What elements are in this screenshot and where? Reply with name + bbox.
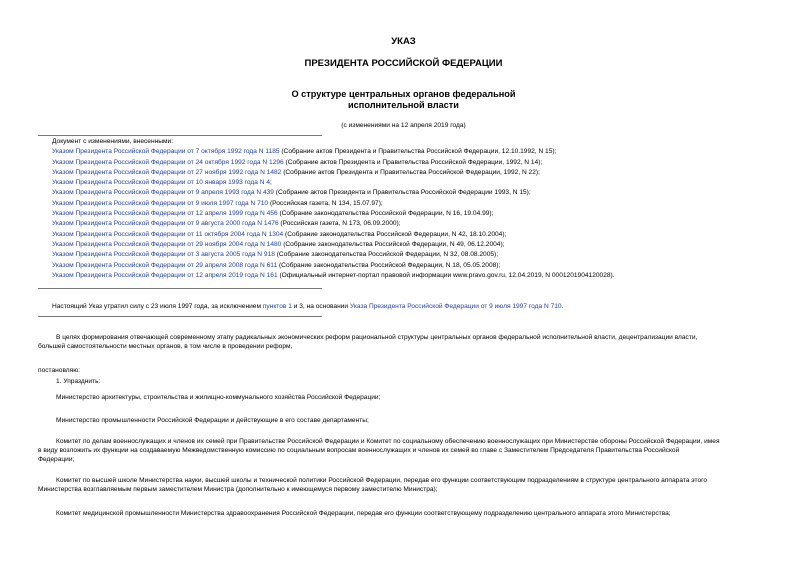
divider [38,288,322,289]
preamble-line: В целях формирования отвечающей современному этапу радикальных экономических реформ рациональной структуры центральных органов федеральной исполнительной власти, децентрализации власти, [56,334,698,341]
amendment-source: (Официальный интернет-портал правовой информации www.pravo.gov.ru, 12.04.2019, N 0001201904120028). [277,271,615,279]
amendment-source: (Российская газета, N 173, 06.09.2000); [278,220,401,228]
amendment-source: (Собрание актов Президента и Правительства Российской Федерации, 12.10.1992, N 15); [279,148,557,156]
abolished-item: Комитет медицинской промышленности Министерства здравоохранения Российской Федерации, передав его функции соответствующему подразделению центрального аппарата этого Министерства; [56,510,671,517]
amendment-item [52,147,772,157]
subject-line-1: О структуре центральных органов федеральной [291,89,516,99]
point-1: 1. Упразднить: [56,378,101,385]
amendment-link[interactable]: Указом Президента Российской Федерации от 27 ноября 1992 года N 1482 [52,168,282,176]
amendment-item [52,158,772,168]
expiry-text: Настоящий Указ утратил силу с 23 июля 1997 года, за исключением [52,303,263,310]
amendment-item [52,230,772,240]
expiry-link-decree[interactable]: Указа Президента Российской Федерации от 9 июля 1997 года N 710 [349,303,562,310]
amendments-intro: Документ с изменениями, внесенными: [52,138,174,145]
amendment-item [52,188,772,198]
amendment-link[interactable]: Указом Президента Российской Федерации от 24 октября 1992 года N 1296 [52,158,284,166]
abolished-item: Министерство промышленности Российской Федерации и действующие в его составе департаменты; [56,417,369,424]
amendment-source: (Российская газета, N 134, 15.07.97); [268,199,383,207]
amendment-link[interactable]: Указом Президента Российской Федерации от 10 января 1993 года N 4 [52,179,270,187]
amendment-link[interactable]: Указом Президента Российской Федерации от 12 апреля 1999 года N 456 [52,210,278,218]
expiry-text: . [561,303,564,310]
amendment-item [52,240,772,250]
amendment-source: (Собрание законодательства Российской Федерации, N 16, 19.04.99); [277,210,494,218]
amendment-item [52,219,772,229]
amendments-list [52,147,772,281]
divider [38,135,322,136]
amendment-item [52,178,772,188]
amendment-source: (Собрание актов Президента и Правительства Российской Федерации, 1992, N 14); [283,158,543,166]
amendment-source: (Собрание законодательства Российской Федерации, N 18, 05.05.2008); [277,261,501,269]
document-issuer: ПРЕЗИДЕНТА РОССИЙСКОЙ ФЕДЕРАЦИИ [304,58,503,69]
amendments-block [52,137,772,281]
amendment-source: (Собрание законодательства Российской Федерации, N 42, 18.10.2004); [283,230,507,238]
expiry-text: и 3, на основании [291,303,350,310]
amendment-link[interactable]: Указом Президента Российской Федерации от 7 октября 1992 года N 1185 [52,148,280,156]
amendment-link[interactable]: Указом Президента Российской Федерации от 9 апреля 1993 года N 439 [52,189,274,197]
amendment-item [52,168,772,178]
amendment-link[interactable]: Указом Президента Российской Федерации от 12 апреля 2019 года N 161 [52,271,278,279]
amendment-source: (Собрание актов Президента и Правительства Российской Федерации, 1992, N 22); [281,168,540,176]
amendment-link[interactable]: Указом Президента Российской Федерации от 11 октября 2004 года N 1304 [52,230,284,238]
amendment-link[interactable]: Указом Президента Российской Федерации от 9 июля 1997 года N 710 [52,199,269,207]
amendment-source: ; [270,179,272,187]
amendment-item [52,199,772,209]
abolished-item: Комитет по высшей школе Министерства науки, высшей школы и технической политики Российской Федерации, передав его функции соответствующим подразделениям в структуре центрального аппарата этого Министерства возглавляемым первым заместителем Министра (дополнительно к имеющемуся первому заместителю Министра); [38,477,708,494]
abolished-item: Комитет по делам военнослужащих и членов их семей при Правительстве Российской Федерации и Комитет по социальному обеспечению военнослужащих при Министерстве обороны Российской Федерации, имея в виду возложить их функции на создаваемую Межведомственную комиссию по социальным вопросам военнослужащих и членов их семей во главе с Заместителем Председателя Правительства Российской Федерации; [38,438,720,464]
divider [38,316,322,317]
amendment-source: (Собрание законодательства Российской Федерации, N 32, 08.08.2005); [274,251,499,259]
expiry-link-points[interactable]: пунктов 1 [262,303,292,310]
subject-line-2: исполнительной власти [348,100,459,110]
expiry-note [52,302,772,312]
amendment-source: (Собрание законодательства Российской Федерации, N 49, 06.12.2004); [281,240,505,248]
document-subject [0,89,807,111]
amendment-item [52,271,772,281]
preamble-line: большей самостоятельности местных органов, в том числе в проведении реформ, [38,343,293,351]
abolished-item: Министерство архитектуры, строительства и жилищно-коммунального хозяйства Российской Федерации; [56,394,381,401]
amendment-source: (Собрание актов Президента и Правительства Российской Федерации 1993, N 15); [273,189,531,197]
amendment-item [52,209,772,219]
preamble-paragraph [38,333,773,351]
document-title: УКАЗ [391,36,416,47]
revision-note: (с изменениями на 12 апреля 2019 года) [341,122,466,129]
amendment-link[interactable]: Указом Президента Российской Федерации от 29 апреля 2008 года N 611 [52,261,278,269]
decree-word: постановляю: [38,367,81,374]
amendment-link[interactable]: Указом Президента Российской Федерации от 3 августа 2005 года N 918 [52,251,275,259]
amendment-link[interactable]: Указом Президента Российской Федерации от 29 ноября 2004 года N 1480 [52,240,282,248]
amendment-item [52,250,772,260]
amendment-item [52,261,772,271]
amendment-link[interactable]: Указом Президента Российской Федерации от 9 августа 2000 года N 1476 [52,220,279,228]
